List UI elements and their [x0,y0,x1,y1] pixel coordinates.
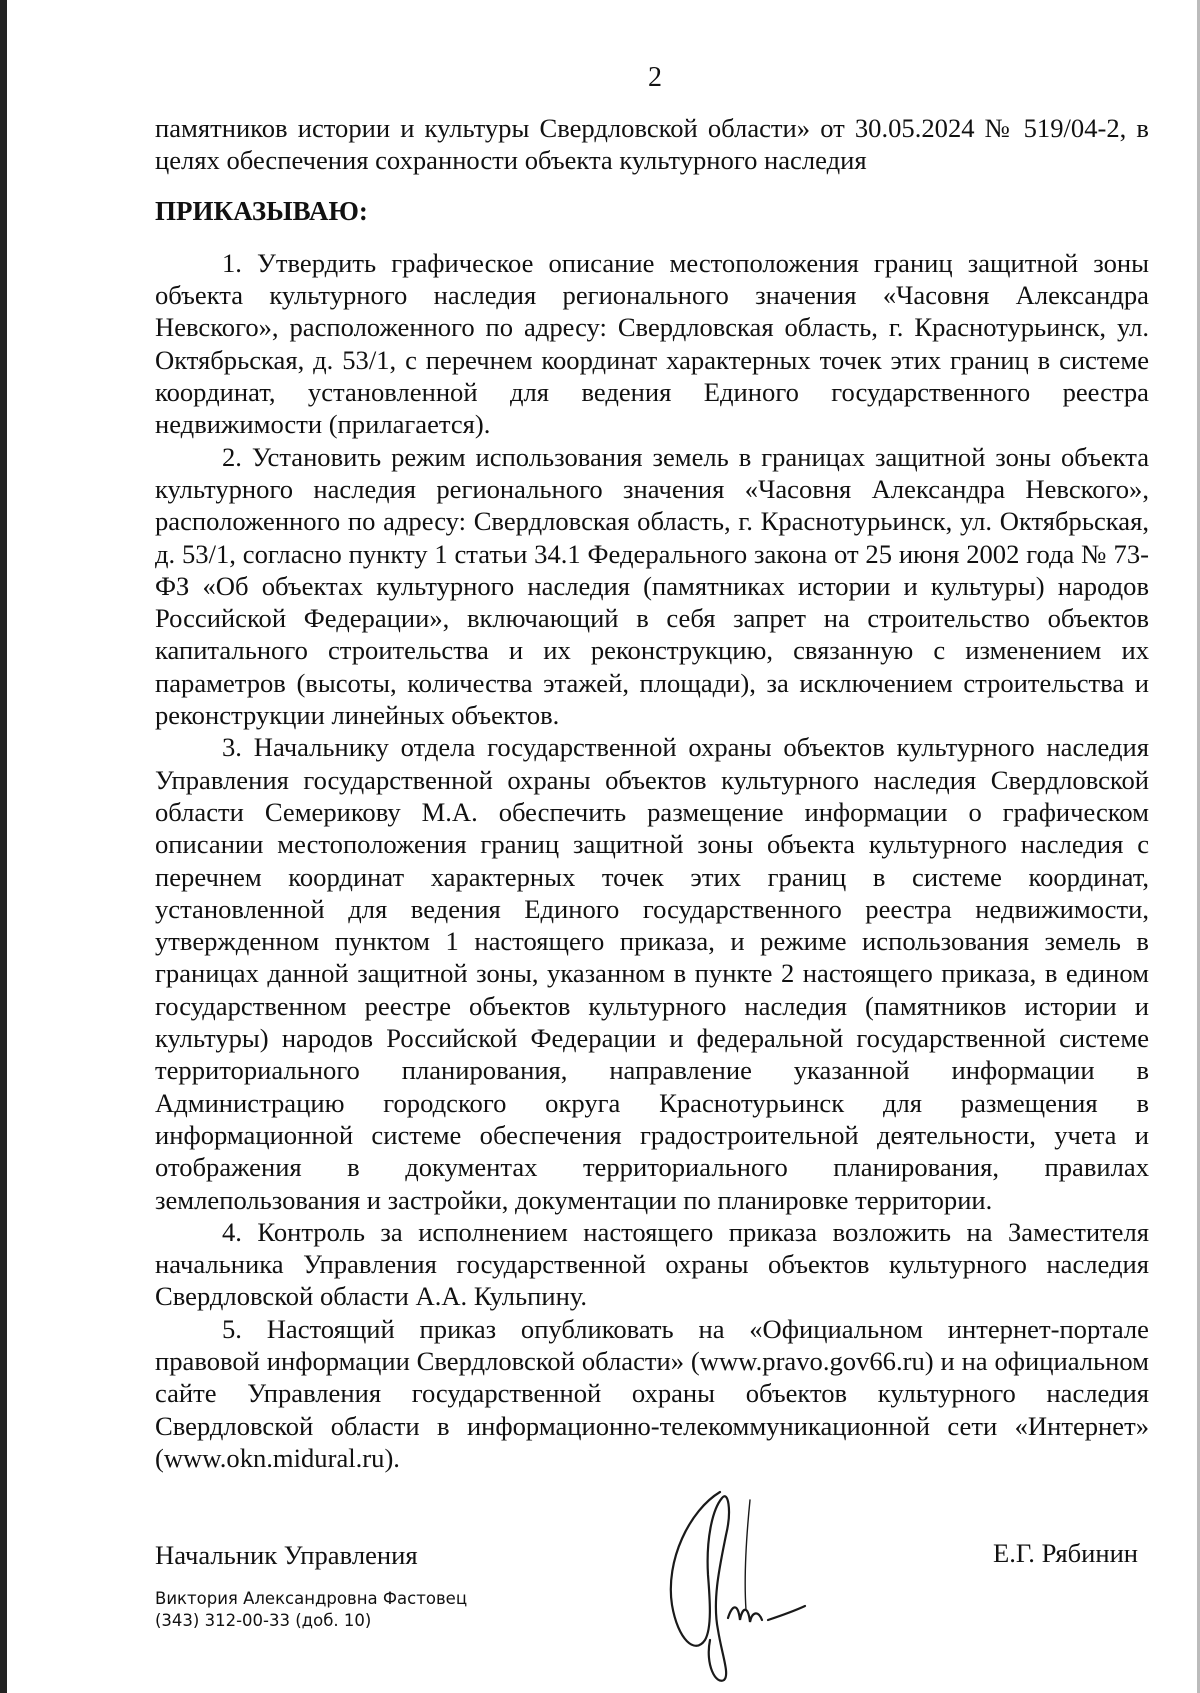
order-item-4: 4. Контроль за исполнением настоящего приказа возложить на Заместителя начальника Управления государственной охраны объектов культурного наследия Свердловской области А.А. Кульпину. [155,1216,1149,1312]
page-number: 2 [648,62,662,93]
handwritten-signature [650,1480,870,1690]
signer-title: Начальник Управления [155,1540,418,1570]
order-item-2: 2. Установить режим использования земель в границах защитной зоны объекта культурного наследия регионального значения «Часовня Александра Невского», расположенного по адресу: Свердловская область, г. Краснотурьинск, ул. Октябрьская, д. 53/1, согласно пункту 1 статьи 34.1 Федерального закона от 25 июня 2002 года № 73-ФЗ «Об объектах культурного наследия (памятниках истории и культуры) народов Российской Федерации», включающий в себя запрет на строительство объектов капитального строительства и их реконструкцию, связанную с изменением их параметров (высоты, количества этажей, площади), за исключением строительства и реконструкции линейных объектов. [155,441,1149,731]
order-item-5: 5. Настоящий приказ опубликовать на «Официальном интернет-портале правовой информации Свердловской области» (www.pravo.gov66.ru) и на официальном сайте Управления государственной охраны объектов культурного наследия Свердловской области в информационно-телекоммуникационной сети «Интернет» (www.okn.midural.ru). [155,1313,1149,1473]
executor-name: Виктория Александровна Фастовец [155,1589,468,1608]
order-item-3: 3. Начальнику отдела государственной охраны объектов культурного наследия Управления государственной охраны объектов культурного наследия Свердловской области Семерикову М.А. обеспечить размещение информации о графическом описании местоположения границ защитной зоны объекта культурного наследия с перечнем координат характерных точек этих границ в системе координат, установленной для ведения Единого государственного реестра недвижимости, утвержденном пунктом 1 настоящего приказа, и режиме использования земель в границах данной защитной зоны, указанном в пункте 2 настоящего приказа, в едином государственном реестре объектов культурного наследия (памятников истории и культуры) народов Российской Федерации и федеральной государственной системе территориального планирования, направление указанной информации в Администрацию городского округа Краснотурьинск для размещения в информационной системе обеспечения градостроительной деятельности, учета и отображения в документах территориального планирования, правилах землепользования и застройки, документации по планировке территории. [155,732,1149,1215]
executor-contact [155,1588,467,1632]
order-item-1: 1. Утвердить графическое описание местоположения границ защитной зоны объекта культурного наследия регионального значения «Часовня Александра Невского», расположенного по адресу: Свердловская область, г. Краснотурьинск, ул. Октябрьская, д. 53/1, с перечнем координат характерных точек этих границ в системе координат, установленной для ведения Единого государственного реестра недвижимости (прилагается). [155,247,1149,440]
document-body [155,112,1149,1474]
signer-name: Е.Г. Рябинин [993,1538,1139,1568]
order-heading: ПРИКАЗЫВАЮ: [155,195,368,226]
intro-paragraph: памятников истории и культуры Свердловской области» от 30.05.2024 № 519/04-2, в целях обеспечения сохранности объекта культурного наследия [155,113,1149,176]
executor-phone: (343) 312-00-33 (доб. 10) [155,1611,372,1630]
scan-edge-left [0,0,7,1693]
